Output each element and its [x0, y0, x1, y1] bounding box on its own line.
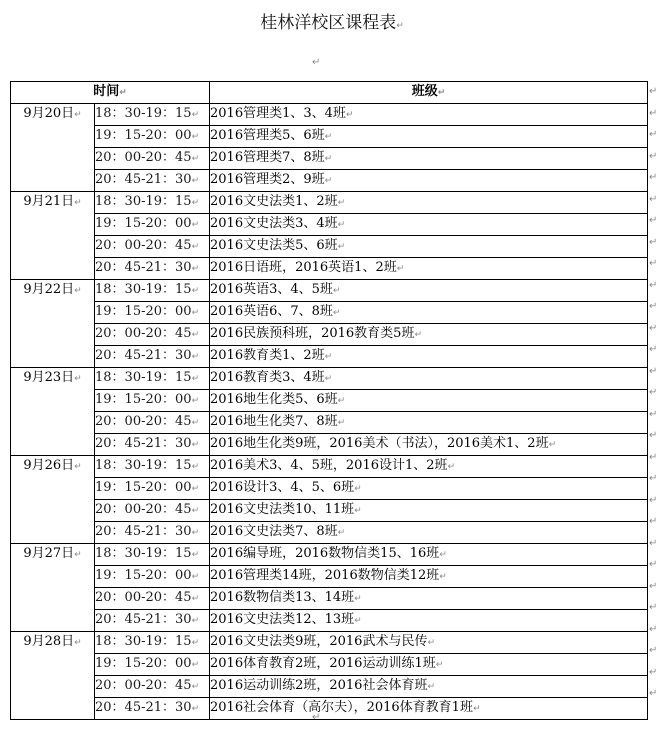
paragraph-mark-icon: ↵: [649, 129, 658, 140]
paragraph-mark-icon: ↵: [649, 645, 658, 656]
paragraph-mark-icon: ↵: [191, 220, 200, 230]
time-cell: [95, 654, 210, 676]
paragraph-mark-icon: ↵: [191, 264, 200, 274]
class-cell: [210, 500, 648, 522]
paragraph-mark-icon: ↵: [447, 462, 456, 472]
paragraph-mark-icon: ↵: [649, 279, 658, 291]
class-cell: [210, 368, 648, 390]
paragraph-mark-icon: ↵: [649, 107, 658, 119]
time-text: 18：30-19：15: [95, 546, 192, 561]
paragraph-mark-icon: ↵: [332, 308, 341, 318]
table-row: [11, 456, 648, 478]
paragraph-mark-icon: ↵: [119, 88, 127, 98]
class-text: 2016地生化类9班，2016美术（书法），2016美术1、2班: [210, 436, 549, 451]
time-cell: [95, 434, 210, 456]
class-cell: [210, 676, 648, 698]
time-text: 19：15-20：00: [95, 392, 192, 407]
paragraph-mark-icon: ↵: [354, 616, 362, 626]
time-text: 20：45-21：30: [95, 524, 192, 539]
time-text: 20：45-21：30: [95, 612, 192, 627]
time-cell: [95, 412, 210, 434]
class-cell: [210, 346, 648, 368]
class-cell: [210, 478, 648, 500]
paragraph-mark-icon: ↵: [439, 550, 447, 560]
table-row: [11, 632, 648, 654]
time-cell: [95, 302, 210, 324]
header-class-label: 班级: [411, 84, 438, 99]
class-text: 2016数物信类13、14班: [210, 590, 355, 605]
header-time-label: 时间: [93, 84, 120, 99]
class-cell: [210, 104, 648, 126]
table-row: [11, 610, 648, 632]
table-row: [11, 368, 648, 390]
class-cell: [210, 544, 648, 566]
time-text: 19：15-20：00: [95, 128, 192, 143]
paragraph-mark-icon: ↵: [472, 704, 481, 714]
class-text: 2016管理类5、6班: [210, 128, 325, 143]
time-cell: [95, 192, 210, 214]
class-text: 2016英语6、7、8班: [210, 304, 333, 319]
date-cell: [11, 104, 95, 192]
class-cell: [210, 522, 648, 544]
time-cell: [95, 588, 210, 610]
paragraph-mark-icon: ↵: [427, 638, 435, 648]
time-cell: [95, 324, 210, 346]
class-text: 2016教育类1、2班: [210, 348, 325, 363]
time-text: 18：30-19：15: [95, 370, 192, 385]
paragraph-mark-icon: ↵: [191, 528, 200, 538]
time-cell: [95, 522, 210, 544]
time-text: 19：15-20：00: [95, 656, 192, 671]
date-text: 9月26日: [23, 458, 75, 473]
paragraph-mark-icon: ↵: [649, 451, 658, 463]
class-cell: [210, 302, 648, 324]
paragraph-mark-icon: ↵: [74, 110, 82, 120]
class-cell: [210, 566, 648, 588]
paragraph-mark-icon: ↵: [396, 21, 404, 31]
class-cell: [210, 412, 648, 434]
paragraph-mark-icon: ↵: [354, 506, 362, 516]
class-cell: [210, 698, 648, 720]
time-text: 20：45-21：30: [95, 172, 192, 187]
time-cell: [95, 236, 210, 258]
class-text: 2016设计3、4、5、6班: [210, 480, 355, 495]
table-row: [11, 236, 648, 258]
paragraph-mark-icon: ↵: [649, 236, 658, 248]
header-class: [210, 82, 648, 104]
time-text: 18：30-19：15: [95, 194, 192, 209]
time-cell: [95, 170, 210, 192]
paragraph-mark-icon: ↵: [191, 550, 200, 560]
time-text: 18：30-19：15: [95, 458, 192, 473]
title-text: 桂林洋校区课程表: [260, 13, 397, 33]
class-cell: [210, 236, 648, 258]
paragraph-mark-icon: ↵: [649, 408, 658, 420]
paragraph-mark-icon: ↵: [439, 572, 447, 582]
table-row: [11, 280, 648, 302]
paragraph-mark-icon: ↵: [649, 301, 658, 312]
paragraph-mark-icon: ↵: [74, 638, 82, 648]
class-cell: [210, 258, 648, 280]
paragraph-mark-icon: ↵: [191, 330, 200, 340]
paragraph-mark-icon: ↵: [337, 396, 346, 406]
paragraph-mark-icon: ↵: [191, 110, 200, 120]
time-cell: [95, 478, 210, 500]
paragraph-mark-icon: ↵: [649, 430, 658, 441]
paragraph-mark-icon: ↵: [191, 242, 200, 252]
paragraph-mark-icon: ↵: [191, 682, 200, 692]
paragraph-mark-icon: ↵: [649, 580, 658, 592]
paragraph-mark-icon: ↵: [548, 440, 557, 450]
paragraph-mark-icon: ↵: [649, 365, 658, 377]
table-row: [11, 500, 648, 522]
paragraph-mark-icon: ↵: [649, 623, 658, 635]
paragraph-mark-icon: ↵: [191, 462, 200, 472]
paragraph-mark-icon: ↵: [324, 374, 333, 384]
paragraph-mark-icon: ↵: [649, 387, 658, 398]
table-header-row: [11, 82, 648, 104]
paragraph-mark-icon: ↵: [324, 154, 333, 164]
paragraph-mark-icon: ↵: [332, 286, 341, 296]
paragraph-mark-icon: ↵: [74, 374, 82, 384]
time-cell: [95, 566, 210, 588]
paragraph-mark-icon: ↵: [649, 172, 658, 183]
table-row: [11, 214, 648, 236]
paragraph-mark-icon: ↵: [354, 594, 362, 604]
class-text: 2016管理类2、9班: [210, 172, 325, 187]
paragraph-mark-icon: ↵: [649, 322, 658, 334]
paragraph-mark-icon: ↵: [74, 462, 82, 472]
time-text: 18：30-19：15: [95, 106, 192, 121]
date-cell: [11, 544, 95, 632]
paragraph-mark-icon: ↵: [649, 602, 658, 613]
time-text: 18：30-19：15: [95, 282, 192, 297]
time-text: 20：45-21：30: [95, 700, 192, 715]
time-text: 19：15-20：00: [95, 216, 192, 231]
class-cell: [210, 280, 648, 302]
class-cell: [210, 148, 648, 170]
time-text: 20：45-21：30: [95, 348, 192, 363]
time-text: 20：45-21：30: [95, 436, 192, 451]
time-text: 20：00-20：45: [95, 414, 192, 429]
date-cell: [11, 456, 95, 544]
table-row: [11, 566, 648, 588]
paragraph-mark-icon: ↵: [312, 57, 321, 68]
paragraph-mark-icon: ↵: [191, 198, 200, 208]
table-row: [11, 148, 648, 170]
class-text: 2016文史法类7、8班: [210, 524, 338, 539]
paragraph-mark-icon: ↵: [191, 352, 200, 362]
table-row: [11, 522, 648, 544]
time-cell: [95, 456, 210, 478]
date-text: 9月22日: [23, 282, 75, 297]
paragraph-mark-icon: ↵: [191, 374, 200, 384]
date-text: 9月20日: [23, 106, 75, 121]
paragraph-mark-icon: ↵: [437, 88, 446, 98]
table-row: [11, 544, 648, 566]
class-cell: [210, 390, 648, 412]
time-text: 20：00-20：45: [95, 590, 192, 605]
date-text: 9月23日: [23, 370, 75, 385]
time-text: 20：00-20：45: [95, 150, 192, 165]
class-cell: [210, 654, 648, 676]
table-row: [11, 654, 648, 676]
table-row: [11, 104, 648, 126]
class-cell: [210, 456, 648, 478]
paragraph-mark-icon: ↵: [337, 198, 346, 208]
time-text: 19：15-20：00: [95, 304, 192, 319]
paragraph-mark-icon: ↵: [435, 660, 444, 670]
class-text: 2016管理类7、8班: [210, 150, 325, 165]
class-text: 2016社会体育（高尔夫），2016体育教育1班: [210, 700, 473, 715]
time-cell: [95, 280, 210, 302]
class-cell: [210, 434, 648, 456]
document-title: [0, 8, 664, 33]
date-text: 9月28日: [23, 634, 75, 649]
paragraph-mark-icon: ↵: [191, 484, 200, 494]
class-text: 2016运动训练2班，2016社会体育班: [210, 678, 428, 693]
class-text: 2016编导班，2016数物信类15、16班: [210, 546, 440, 561]
time-cell: [95, 544, 210, 566]
paragraph-mark-icon: ↵: [649, 215, 658, 226]
paragraph-mark-icon: ↵: [191, 132, 200, 142]
table-row: [11, 588, 648, 610]
class-text: 2016体育教育2班，2016运动训练1班: [210, 656, 436, 671]
class-text: 2016文史法类10、11班: [210, 502, 355, 517]
paragraph-mark-icon: ↵: [191, 594, 200, 604]
paragraph-mark-icon: ↵: [337, 242, 346, 252]
paragraph-mark-icon: ↵: [191, 616, 200, 626]
class-cell: [210, 126, 648, 148]
table-row: [11, 192, 648, 214]
class-text: 2016文史法类12、13班: [210, 612, 355, 627]
paragraph-mark-icon: ↵: [354, 484, 362, 494]
paragraph-mark-icon: ↵: [191, 440, 200, 450]
paragraph-mark-icon: ↵: [649, 494, 658, 506]
paragraph-mark-icon: ↵: [396, 264, 405, 274]
class-cell: [210, 588, 648, 610]
paragraph-mark-icon: ↵: [324, 132, 333, 142]
class-text: 2016民族预科班，2016教育类5班: [210, 326, 415, 341]
time-text: 18：30-19：15: [95, 634, 192, 649]
time-cell: [95, 500, 210, 522]
paragraph-mark-icon: ↵: [649, 516, 658, 527]
time-text: 20：00-20：45: [95, 502, 192, 517]
time-cell: [95, 368, 210, 390]
table-row: [11, 698, 648, 720]
date-cell: [11, 632, 95, 720]
paragraph-mark-icon: ↵: [74, 550, 82, 560]
table-row: [11, 478, 648, 500]
paragraph-mark-icon: ↵: [649, 344, 658, 355]
paragraph-mark-icon: ↵: [191, 286, 200, 296]
paragraph-mark-icon: ↵: [649, 666, 658, 678]
class-text: 2016管理类14班，2016数物信类12班: [210, 568, 440, 583]
paragraph-mark-icon: ↵: [191, 704, 200, 714]
class-cell: [210, 214, 648, 236]
class-cell: [210, 324, 648, 346]
paragraph-mark-icon: ↵: [337, 220, 346, 230]
time-cell: [95, 632, 210, 654]
paragraph-mark-icon: ↵: [345, 110, 354, 120]
class-text: 2016美术3、4、5班，2016设计1、2班: [210, 458, 448, 473]
paragraph-mark-icon: ↵: [649, 86, 658, 97]
table-row: [11, 126, 648, 148]
time-text: 20：45-21：30: [95, 260, 192, 275]
class-text: 2016管理类1、3、4班: [210, 106, 346, 121]
time-text: 20：00-20：45: [95, 678, 192, 693]
class-text: 2016文史法类5、6班: [210, 238, 338, 253]
class-text: 2016教育类3、4班: [210, 370, 325, 385]
date-cell: [11, 192, 95, 280]
class-text: 2016英语3、4、5班: [210, 282, 333, 297]
paragraph-mark-icon: ↵: [191, 506, 200, 516]
table-row: [11, 390, 648, 412]
paragraph-mark-icon: ↵: [191, 638, 200, 648]
table-row: [11, 324, 648, 346]
paragraph-mark-icon: ↵: [414, 330, 422, 340]
paragraph-mark-icon: ↵: [191, 396, 200, 406]
time-cell: [95, 346, 210, 368]
paragraph-mark-icon: ↵: [649, 150, 658, 162]
table-row: [11, 434, 648, 456]
class-text: 2016地生化类5、6班: [210, 392, 338, 407]
class-text: 2016文史法类3、4班: [210, 216, 338, 231]
paragraph-mark-icon: ↵: [191, 572, 200, 582]
paragraph-mark-icon: ↵: [649, 537, 658, 549]
paragraph-mark-icon: ↵: [649, 688, 658, 699]
time-cell: [95, 610, 210, 632]
paragraph-mark-icon: ↵: [312, 712, 321, 723]
class-cell: [210, 632, 648, 654]
date-cell: [11, 368, 95, 456]
class-text: 2016地生化类7、8班: [210, 414, 338, 429]
date-cell: [11, 280, 95, 368]
date-text: 9月21日: [23, 194, 75, 209]
paragraph-mark-icon: ↵: [191, 154, 200, 164]
time-cell: [95, 126, 210, 148]
table-row: [11, 346, 648, 368]
time-text: 19：15-20：00: [95, 568, 192, 583]
paragraph-mark-icon: ↵: [324, 352, 333, 362]
paragraph-mark-icon: ↵: [324, 176, 333, 186]
time-cell: [95, 104, 210, 126]
time-cell: [95, 676, 210, 698]
time-cell: [95, 698, 210, 720]
paragraph-mark-icon: ↵: [427, 682, 435, 692]
paragraph-mark-icon: ↵: [649, 193, 658, 205]
time-text: 20：00-20：45: [95, 326, 192, 341]
paragraph-mark-icon: ↵: [191, 176, 200, 186]
class-text: 2016文史法类1、2班: [210, 194, 338, 209]
time-text: 19：15-20：00: [95, 480, 192, 495]
class-cell: [210, 170, 648, 192]
paragraph-mark-icon: ↵: [74, 198, 82, 208]
time-cell: [95, 258, 210, 280]
time-text: 20：00-20：45: [95, 238, 192, 253]
class-text: 2016日语班，2016英语1、2班: [210, 260, 397, 275]
paragraph-mark-icon: ↵: [191, 308, 200, 318]
paragraph-mark-icon: ↵: [74, 286, 82, 296]
paragraph-mark-icon: ↵: [649, 473, 658, 484]
schedule-table: [10, 81, 648, 720]
paragraph-mark-icon: ↵: [337, 418, 346, 428]
table-row: [11, 302, 648, 324]
row-end-marks: [649, 81, 657, 705]
time-cell: [95, 148, 210, 170]
table-row: [11, 170, 648, 192]
paragraph-mark-icon: ↵: [649, 258, 658, 269]
time-cell: [95, 390, 210, 412]
class-text: 2016文史法类9班，2016武术与民传: [210, 634, 428, 649]
table-row: [11, 412, 648, 434]
time-cell: [95, 214, 210, 236]
table-row: [11, 676, 648, 698]
class-cell: [210, 192, 648, 214]
date-text: 9月27日: [23, 546, 75, 561]
paragraph-mark-icon: ↵: [191, 418, 200, 428]
paragraph-mark-icon: ↵: [191, 660, 200, 670]
table-row: [11, 258, 648, 280]
header-time: [11, 82, 210, 104]
paragraph-mark-icon: ↵: [337, 528, 346, 538]
paragraph-mark-icon: ↵: [649, 559, 658, 570]
class-cell: [210, 610, 648, 632]
